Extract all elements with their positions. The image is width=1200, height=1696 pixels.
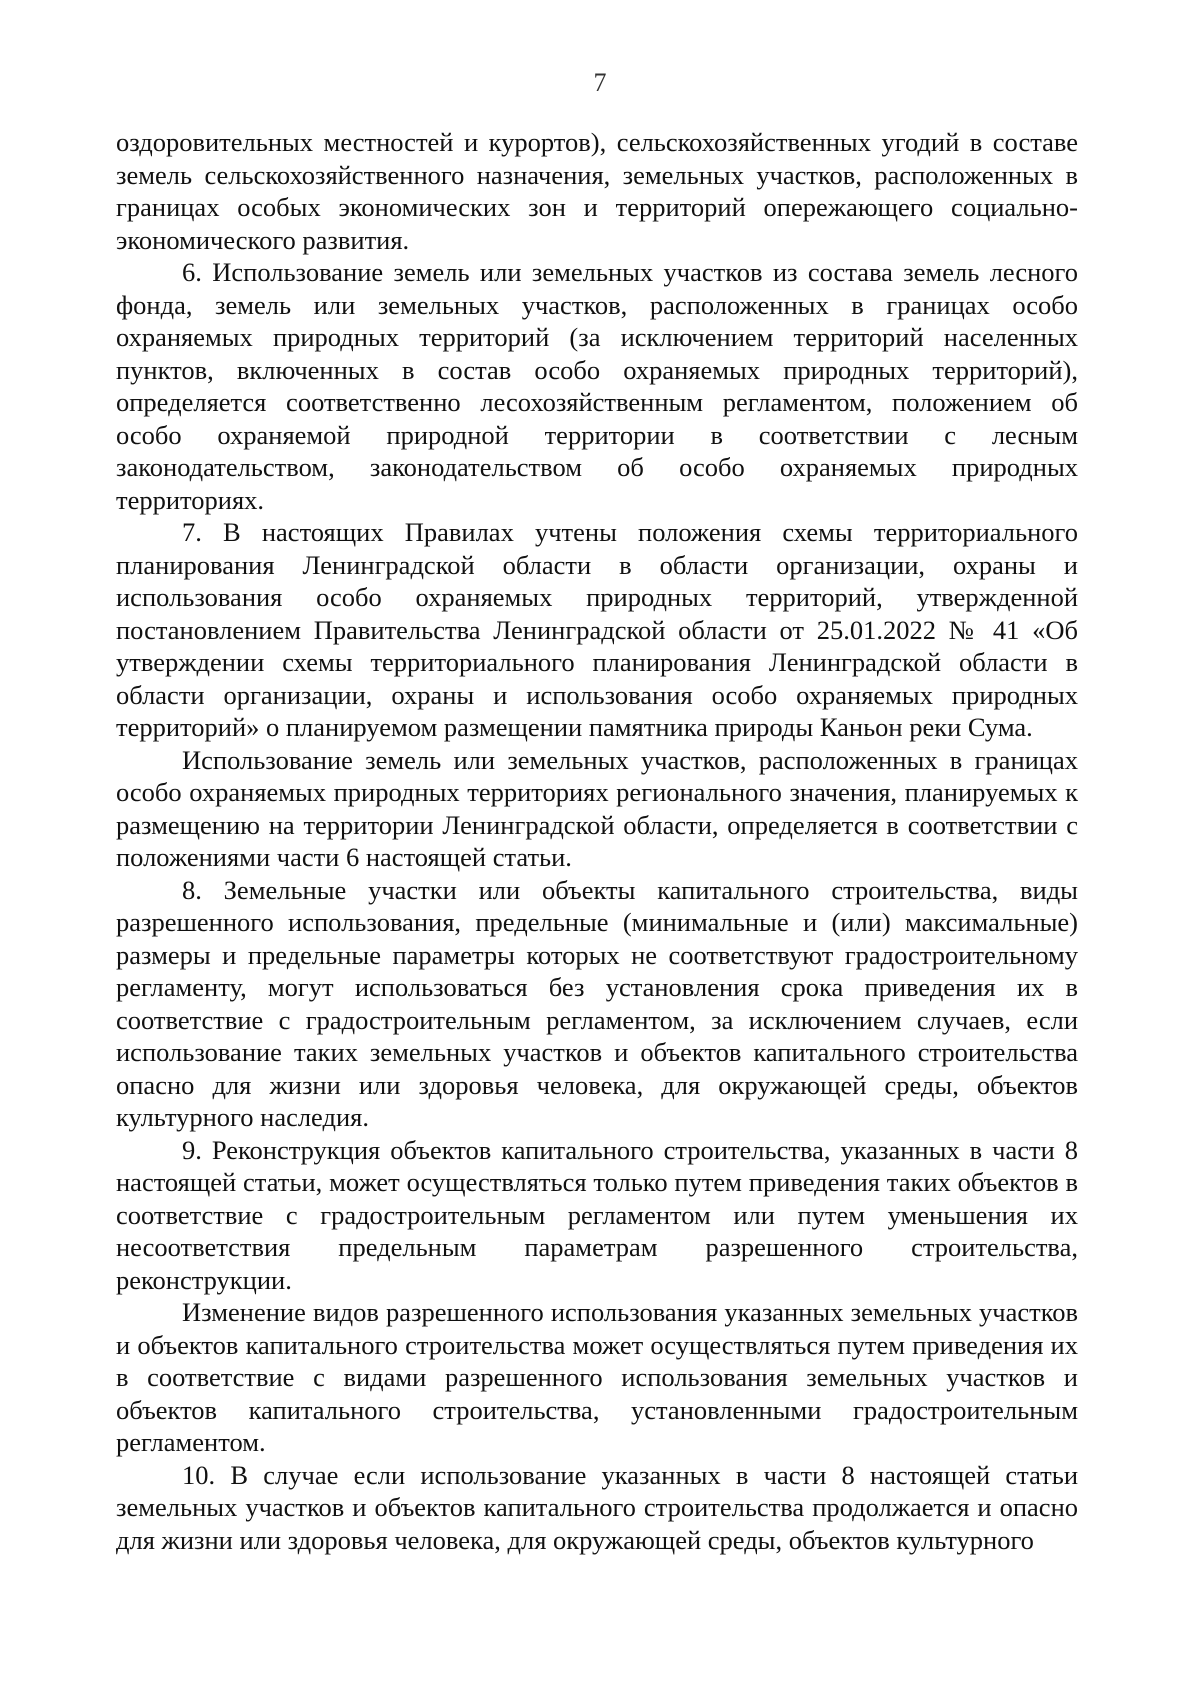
paragraph-7: 7. В настоящих Правилах учтены положения схемы территориального планирования Ленинградской области в области организации, охраны и использования особо охраняемых природных территорий, утвержденной постановлением Правительства Ленинградской области от 25.01.2022 № 41 «Об утверждении схемы территориального планирования Ленинградской области в области организации, охраны и использования особо охраняемых природных территорий» о планируемом размещении памятника природы Каньон реки Сума. <box>116 517 1078 742</box>
paragraph-7-continued: Использование земель или земельных участков, расположенных в границах особо охраняемых природных территориях регионального значения, планируемых к размещению на территории Ленинградской области, определяется в соответствии с положениями части 6 настоящей статьи. <box>116 744 1078 872</box>
paragraph-continuation: оздоровительных местностей и курортов), сельскохозяйственных угодий в составе земель сельскохозяйственного назначения, земельных участков, расположенных в границах особых экономических зон и территорий опережающего социально-экономического развития. <box>116 127 1078 255</box>
document-body <box>116 126 1078 1556</box>
paragraph-10: 10. В случае если использование указанных в части 8 настоящей статьи земельных участков и объектов капитального строительства продолжается и опасно для жизни или здоровья человека, для окружающей среды, объектов культурного <box>116 1459 1078 1555</box>
paragraph-9: 9. Реконструкция объектов капитального строительства, указанных в части 8 настоящей статьи, может осуществляться только путем приведения таких объектов в соответствие с градостроительным регламентом или путем уменьшения их несоответствия предельным параметрам разрешенного строительства, реконструкции. <box>116 1134 1078 1295</box>
paragraph-9-continued: Изменение видов разрешенного использования указанных земельных участков и объектов капитального строительства может осуществляться путем приведения их в соответствие с видами разрешенного использования земельных участков и объектов капитального строительства, установленными градостроительным регламентом. <box>116 1297 1078 1457</box>
paragraph-6: 6. Использование земель или земельных участков из состава земель лесного фонда, земель или земельных участков, расположенных в границах особо охраняемых природных территорий (за исключением территорий населенных пунктов, включенных в состав особо охраняемых природных территорий), определяется соответственно лесохозяйственным регламентом, положением об особо охраняемой природной территории в соответствии с лесным законодательством, законодательством об особо охраняемых природных территориях. <box>116 257 1078 515</box>
page-number: 7 <box>593 68 607 97</box>
paragraph-8: 8. Земельные участки или объекты капитального строительства, виды разрешенного использования, предельные (минимальные и (или) максимальные) размеры и предельные параметры которых не соответствуют градостроительному регламенту, могут использоваться без установления срока приведения их в соответствие с градостроительным регламентом, за исключением случаев, если использование таких земельных участков и объектов капитального строительства опасно для жизни или здоровья человека, для окружающей среды, объектов культурного наследия. <box>116 874 1078 1132</box>
